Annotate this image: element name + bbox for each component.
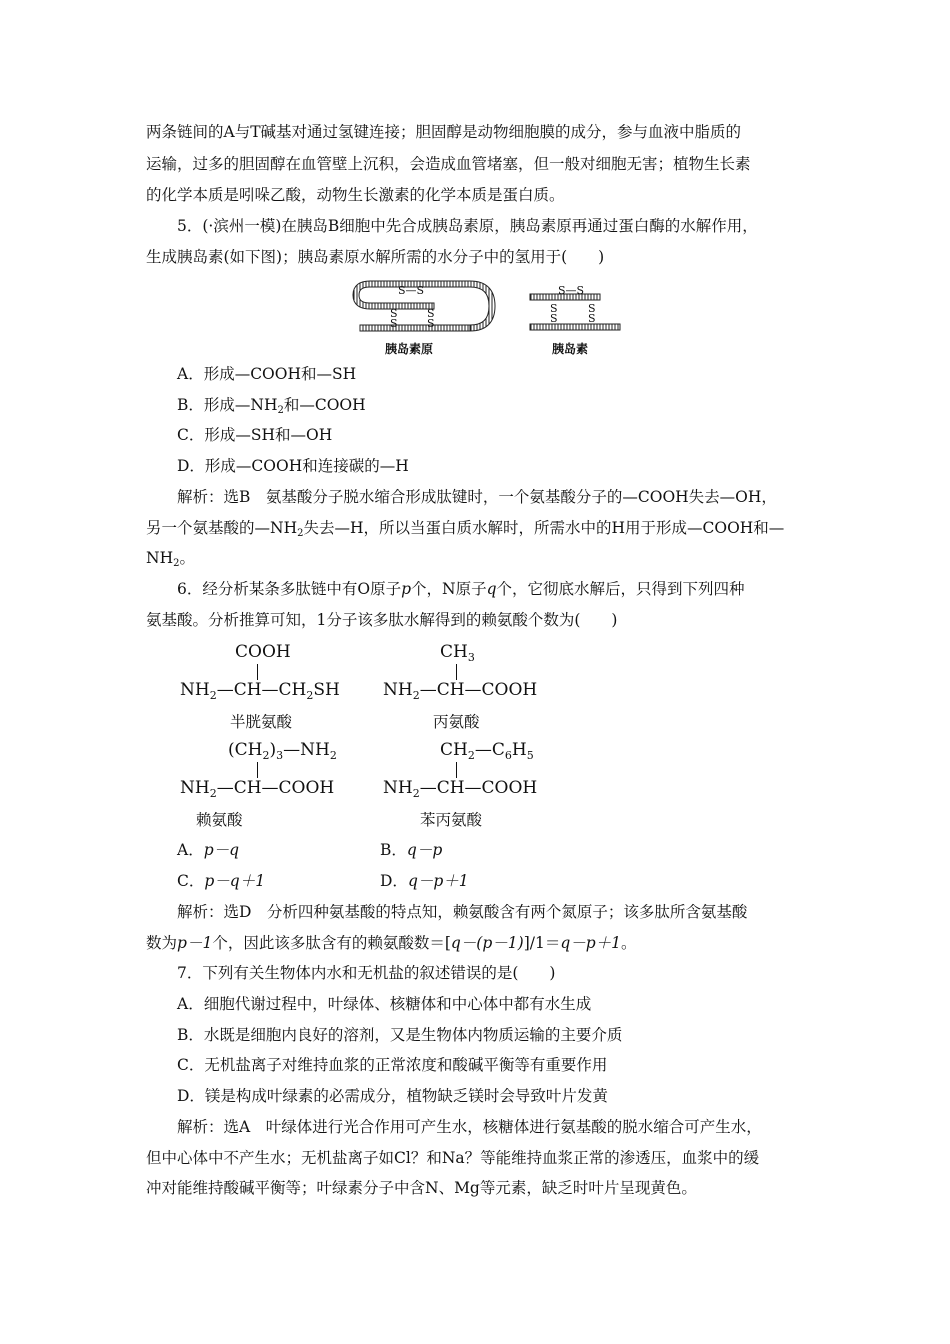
q7-answer-line-3: 冲对能维持酸碱平衡等；叶绿素分子中含N、Mg等元素，缺乏时叶片呈现黄色。 <box>146 1179 697 1197</box>
q5-option-b: B．形成$—NH_2$和—COOH <box>177 396 366 416</box>
q5-stem-line-2: 生成胰岛素(如下图)；胰岛素原水解所需的水分子中的氢用于( ) <box>146 248 605 266</box>
proinsulin-s-2a: S <box>427 307 435 320</box>
q7-option-b: B．水既是细胞内良好的溶剂，又是生物体内物质运输的主要介质 <box>177 1026 623 1044</box>
proinsulin-label: 胰岛素原 <box>385 342 434 356</box>
q7-stem: 7．下列有关生物体内水和无机盐的叙述错误的是( ) <box>177 964 556 982</box>
cysteine-name: 半胱氨酸 <box>230 713 293 731</box>
q5-option-a: A．形成—COOH和—SH <box>177 365 357 383</box>
intro-line-3: 的化学本质是吲哚乙酸，动物生长激素的化学本质是蛋白质。 <box>146 186 565 204</box>
phenylalanine-main-chain: $NH_2—CH—COOH$ <box>383 778 538 800</box>
q7-answer-line-1: 解析：选A 叶绿体进行光合作用可产生水，核糖体进行氨基酸的脱水缩合可产生水， <box>177 1118 762 1136</box>
proinsulin-s-2b: S <box>427 317 435 330</box>
proinsulin-ss-bond: S—S <box>398 284 425 297</box>
q6-option-c: C．p－q＋1 <box>177 872 266 890</box>
q5-option-d: D．形成—COOH和连接碳的—H <box>177 457 409 475</box>
phenylalanine-top-group: $CH_2—C_6H_5$ <box>440 740 534 762</box>
alanine-name: 丙氨酸 <box>433 713 480 731</box>
intro-line-2: 运输，过多的胆固醇在血管壁上沉积，会造成血管堵塞，但一般对细胞无害；植物生长素 <box>146 155 751 173</box>
intro-line-1: 两条链间的A与T碱基对通过氢键连接；胆固醇是动物细胞膜的成分，参与血液中脂质的 <box>146 123 742 141</box>
lysine-top-group: $(CH_2)_3—NH_2$ <box>228 740 337 762</box>
q6-answer-line-2: 数为p－1个，因此该多肽含有的赖氨酸数＝[q－(p－1)]/1＝q－p＋1。 <box>146 934 637 952</box>
insulin-ss-bond: S—S <box>558 284 585 297</box>
insulin-s-1a: S <box>550 302 558 315</box>
proinsulin-s-1a: S <box>390 307 398 320</box>
phenylalanine-bond <box>456 762 457 778</box>
insulin-s-2a: S <box>588 302 596 315</box>
cysteine-bond <box>257 664 258 680</box>
insulin-diagram <box>530 294 620 330</box>
q5-option-c: C．形成—SH和—OH <box>177 426 333 444</box>
cysteine-main-chain: $NH_2—CH—CH_2SH$ <box>180 680 340 702</box>
proinsulin-s-1b: S <box>390 317 398 330</box>
alanine-bond <box>456 664 457 680</box>
alanine-main-chain: $NH_2—CH—COOH$ <box>383 680 538 702</box>
q7-option-c: C．无机盐离子对维持血浆的正常浓度和酸碱平衡等有重要作用 <box>177 1056 608 1074</box>
lysine-main-chain: $NH_2—CH—COOH$ <box>180 778 335 800</box>
q6-option-a: A．p－q <box>177 841 240 859</box>
q5-answer-line-3: $NH_2$。 <box>146 549 195 569</box>
cysteine-top-group: COOH <box>235 642 291 662</box>
q7-option-a: A．细胞代谢过程中，叶绿体、核糖体和中心体中都有水生成 <box>177 995 592 1013</box>
insulin-s-1b: S <box>550 312 558 325</box>
q5-stem-line-1: 5．(·滨州一模)在胰岛B细胞中先合成胰岛素原，胰岛素原再通过蛋白酶的水解作用， <box>177 217 758 235</box>
q6-answer-line-1: 解析：选D 分析四种氨基酸的特点知，赖氨酸含有两个氮原子；该多肽所含氨基酸 <box>177 903 748 921</box>
insulin-label: 胰岛素 <box>552 342 589 356</box>
insulin-s-2b: S <box>588 312 596 325</box>
q6-option-d: D．q－p＋1 <box>380 872 469 890</box>
q7-answer-line-2: 但中心体中不产生水；无机盐离子如Cl？和Na？等能维持血浆正常的渗透压，血浆中的缓 <box>146 1149 760 1167</box>
q6-stem-line-2: 氨基酸。分析推算可知，1分子该多肽水解得到的赖氨酸个数为( ) <box>146 611 618 629</box>
q6-option-b: B．q－p <box>380 841 443 859</box>
q6-stem-line-1: 6．经分析某条多肽链中有O原子p个，N原子q个，它彻底水解后，只得到下列四种 <box>177 580 745 598</box>
q7-option-d: D．镁是构成叶绿素的必需成分，植物缺乏镁时会导致叶片发黄 <box>177 1087 608 1105</box>
alanine-top-group: $CH_3$ <box>440 642 475 664</box>
q5-answer-line-2: 另一个氨基酸的$—NH_2$失去—H，所以当蛋白质水解时，所需水中的H用于形成—COOH和— <box>146 519 785 539</box>
phenylalanine-name: 苯丙氨酸 <box>420 811 483 829</box>
lysine-name: 赖氨酸 <box>196 811 243 829</box>
q5-answer-line-1: 解析：选B 氨基酸分子脱水缩合形成肽键时，一个氨基酸分子的—COOH失去—OH， <box>177 488 777 506</box>
lysine-bond <box>257 762 258 778</box>
